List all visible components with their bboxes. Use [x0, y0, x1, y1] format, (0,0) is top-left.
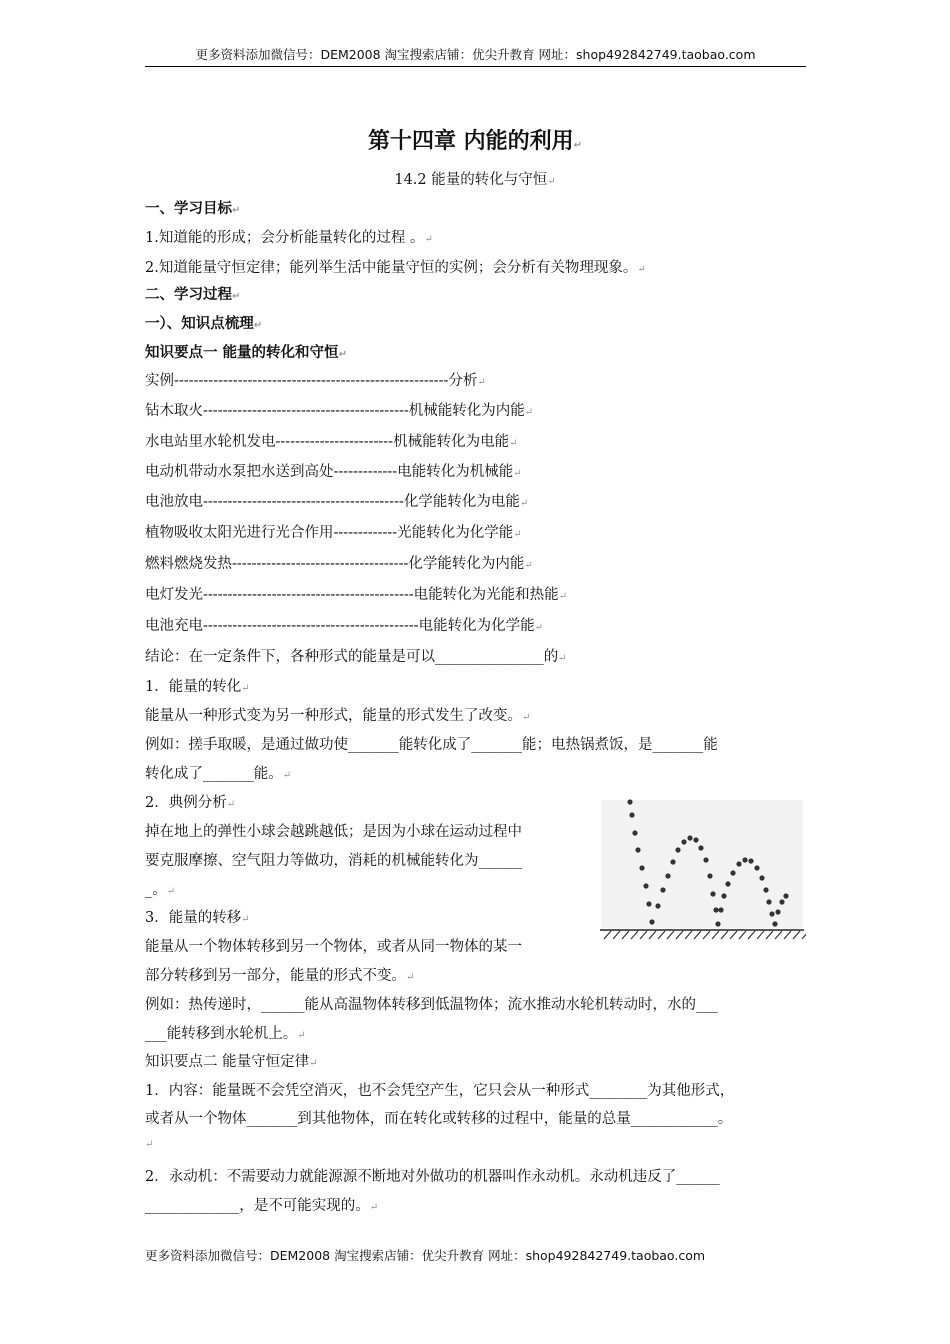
ball-dot	[675, 847, 680, 852]
example-row: 电动机带动水泵把水送到高处-------------电能转化为机械能↵	[145, 464, 522, 480]
hatch-mark	[658, 931, 665, 939]
example-row: 电池充电--------------------------------------------电能转化为化学能↵	[145, 618, 543, 634]
section-title: 14.2 能量的转化与守恒↵	[394, 172, 556, 188]
ball-dot	[725, 881, 730, 886]
bouncing-ball-figure	[600, 798, 806, 944]
ball-dot	[687, 835, 692, 840]
hatch-mark	[676, 931, 683, 939]
hatch-mark	[757, 931, 764, 939]
hatch-mark	[703, 931, 710, 939]
ball-dot	[703, 857, 708, 862]
hatch-mark	[613, 931, 620, 939]
ball-dot	[670, 859, 675, 864]
heading-point-2: 知识要点二 能量守恒定律↵	[145, 1054, 318, 1070]
ball-dot	[649, 919, 654, 924]
subheading-conversion: 1．能量的转化↵	[145, 679, 250, 695]
ball-dot	[713, 907, 718, 912]
ball-dot	[759, 875, 764, 880]
page-footer: 更多资料添加微信号：DEM2008 淘宝搜索店铺：优尖升教育 网址：shop492842749.taobao.com	[145, 1248, 706, 1263]
ball-dot	[748, 858, 753, 863]
ball-dot	[707, 873, 712, 878]
conclusion: 结论：在一定条件下，各种形式的能量是可以_______________的↵	[145, 649, 567, 665]
heading-point-1: 知识要点一 能量的转化和守恒↵	[145, 345, 347, 361]
hatch-mark	[631, 931, 638, 939]
ball-dot	[779, 899, 784, 904]
transfer-text: 部分转移到另一部分，能量的形式不变。↵	[145, 968, 415, 984]
example-row: 燃料燃烧发热------------------------------------化学能转化为内能↵	[145, 556, 533, 572]
transfer-example-cont: ___能转移到水轮机上。↵	[145, 1026, 306, 1042]
ball-dot	[730, 870, 735, 875]
goal-1: 1.知道能的形成；会分析能量转化的过程 。↵	[145, 230, 433, 246]
conversion-example-cont: 转化成了_______能。↵	[145, 766, 292, 782]
hatch-mark	[766, 931, 773, 939]
hatch-mark	[640, 931, 647, 939]
example-row: 电池放电-----------------------------------------化学能转化为电能↵	[145, 494, 529, 510]
transfer-example: 例如：热传递时，______能从高温物体转移到低温物体；流水推动水轮机转动时，水的___	[145, 997, 718, 1013]
ball-dot	[710, 891, 715, 896]
hatch-mark	[649, 931, 656, 939]
ball-dot	[681, 839, 686, 844]
heading-goals: 一、学习目标↵	[145, 201, 241, 217]
ball-dot	[783, 893, 788, 898]
page-header: 更多资料添加微信号：DEM2008 淘宝搜索店铺：优尖升教育 网址：shop492842749.taobao.com	[145, 46, 806, 67]
ball-dot	[693, 837, 698, 842]
ball-dot	[763, 887, 768, 892]
ball-dot	[775, 909, 780, 914]
heading-process: 二、学习过程↵	[145, 287, 241, 303]
example-row: 植物吸收太阳光进行光合作用-------------光能转化为化学能↵	[145, 525, 522, 541]
example-row: 水电站里水轮机发电------------------------机械能转化为电能↵	[145, 434, 518, 450]
ball-dot	[766, 899, 771, 904]
ball-dot	[769, 911, 774, 916]
ball-dot	[772, 921, 777, 926]
ball-dot	[715, 921, 720, 926]
hatch-mark	[667, 931, 674, 939]
hatch-mark	[748, 931, 755, 939]
ball-dot	[660, 887, 665, 892]
ball-dot	[646, 901, 651, 906]
chapter-title: 第十四章 内能的利用↵	[367, 129, 583, 154]
example-table-header: 实例--------------------------------------------------------分析↵	[145, 373, 486, 389]
ball-dot	[742, 857, 747, 862]
figure-background	[601, 800, 803, 928]
law-content: 1．内容：能量既不会凭空消灭，也不会凭空产生，它只会从一种形式________为其他形式，	[145, 1083, 735, 1099]
ball-dot	[643, 883, 648, 888]
ball-dot	[698, 845, 703, 850]
subheading-case: 2．典例分析↵	[145, 795, 236, 811]
hatch-mark	[694, 931, 701, 939]
heading-knowledge-review: 一）、知识点梳理↵	[145, 316, 263, 332]
hatch-mark	[604, 931, 611, 939]
ball-dot	[718, 907, 723, 912]
ball-dot	[635, 847, 640, 852]
hatch-mark	[712, 931, 719, 939]
ball-dot	[639, 865, 644, 870]
hatch-mark	[775, 931, 782, 939]
ball-dot	[632, 830, 637, 835]
ball-dot	[736, 861, 741, 866]
case-text: 掉在地上的弹性小球会越跳越低；是因为小球在运动过程中	[145, 824, 522, 840]
conversion-text: 能量从一种形式变为另一种形式，能量的形式发生了改变。↵	[145, 708, 531, 724]
perpetual-motion-cont: _____________，是不可能实现的。↵	[145, 1198, 379, 1214]
ball-dot	[665, 873, 670, 878]
hatch-mark	[793, 931, 800, 939]
hatch-mark	[685, 931, 692, 939]
hatch-mark	[784, 931, 791, 939]
example-row: 电灯发光-------------------------------------------电能转化为光能和热能↵	[145, 587, 568, 603]
case-text: 要克服摩擦、空气阻力等做功，消耗的机械能转化为______	[145, 853, 522, 869]
conversion-example: 例如：搓手取暖，是通过做功使_______能转化成了_______能；电热锅煮饭，是_______能	[145, 737, 718, 753]
ball-dot	[629, 812, 634, 817]
example-row: 钻木取火------------------------------------------机械能转化为内能↵	[145, 403, 534, 419]
transfer-text: 能量从一个物体转移到另一个物体，或者从同一物体的某一	[145, 939, 522, 955]
ball-dot	[627, 799, 632, 804]
case-text: _。↵	[145, 882, 176, 898]
law-content-cont: 或者从一个物体_______到其他物体，而在转化或转移的过程中，能量的总量____________。	[145, 1111, 733, 1127]
goal-2: 2.知道能量守恒定律；能列举生活中能量守恒的实例；会分析有关物理现象。↵	[145, 260, 646, 276]
ground-hatch	[604, 931, 806, 939]
subheading-transfer: 3．能量的转移↵	[145, 910, 250, 926]
ball-dot	[721, 893, 726, 898]
empty-paragraph: ↵	[145, 1139, 154, 1150]
ball-dot	[655, 903, 660, 908]
ball-dot	[754, 865, 759, 870]
hatch-mark	[622, 931, 629, 939]
hatch-mark	[730, 931, 737, 939]
hatch-mark	[802, 931, 806, 939]
hatch-mark	[721, 931, 728, 939]
perpetual-motion: 2．永动机：不需要动力就能源源不断地对外做功的机器叫作永动机。永动机违反了______	[145, 1169, 720, 1185]
hatch-mark	[739, 931, 746, 939]
